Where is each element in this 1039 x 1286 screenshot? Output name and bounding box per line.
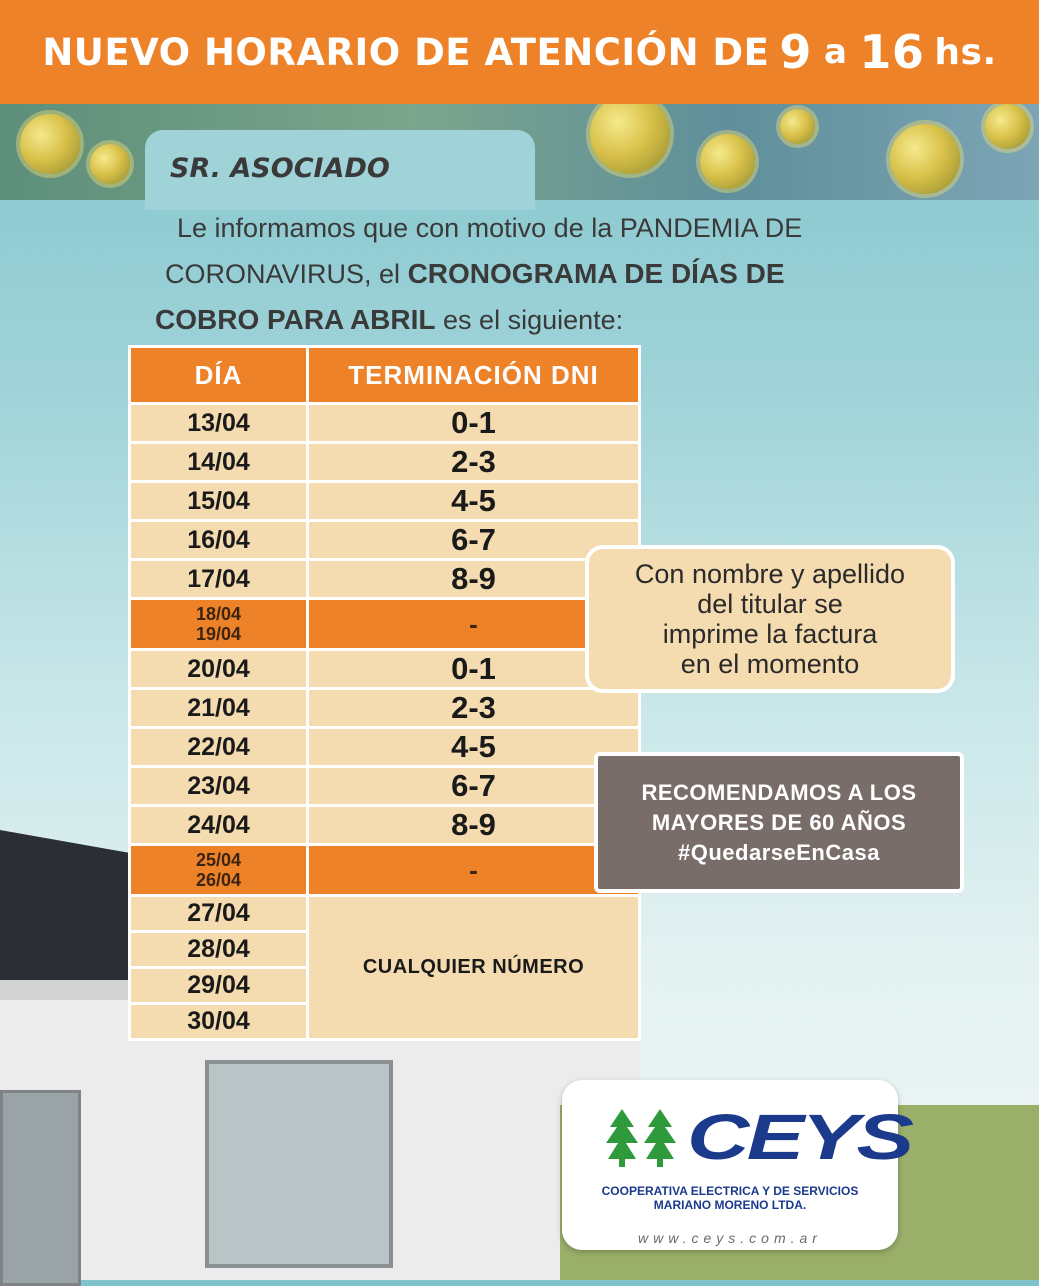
day-cell: 24/04	[130, 806, 308, 845]
dni-cell: 8-9	[308, 806, 640, 845]
table-row	[130, 728, 640, 767]
day-cell: 13/04	[130, 404, 308, 443]
day-cell: 28/04	[130, 932, 308, 968]
day-cell: 16/04	[130, 521, 308, 560]
day-cell: 15/04	[130, 482, 308, 521]
weekend-dni-cell: -	[308, 599, 640, 650]
day-cell: 29/04	[130, 968, 308, 1004]
table-row	[130, 650, 640, 689]
day-cell: 21/04	[130, 689, 308, 728]
dni-cell: 2-3	[308, 443, 640, 482]
day-cell: 14/04	[130, 443, 308, 482]
intro-line-2-regular: CORONAVIRUS, el	[165, 259, 401, 289]
weekend-row	[130, 599, 640, 650]
dni-cell: 0-1	[308, 650, 640, 689]
day-cell: 23/04	[130, 767, 308, 806]
table-row	[130, 689, 640, 728]
ceys-website: www.ceys.com.ar	[638, 1230, 822, 1246]
virus-icon	[20, 114, 80, 174]
ceys-name-line-1: COOPERATIVA ELECTRICA Y DE SERVICIOS	[601, 1184, 859, 1198]
ceys-brand-text: CEYS	[687, 1101, 912, 1173]
intro-line-2-bold: CRONOGRAMA DE DÍAS DE	[407, 258, 785, 289]
table-header-row	[130, 347, 640, 404]
stay-home-line-2: MAYORES DE 60 AÑOS	[651, 809, 907, 835]
day-cell: 20/04	[130, 650, 308, 689]
banner-prefix: NUEVO HORARIO DE ATENCIÓN DE	[42, 30, 770, 74]
top-banner	[0, 0, 1039, 104]
col-header-dni: TERMINACIÓN DNI	[308, 347, 640, 404]
any-number-cell: CUALQUIER NÚMERO	[308, 896, 640, 1040]
table-row	[130, 521, 640, 560]
print-note-line-4: en el momento	[680, 649, 860, 679]
intro-line-3-bold: COBRO PARA ABRIL	[155, 304, 436, 335]
dni-cell: 6-7	[308, 521, 640, 560]
virus-icon	[890, 124, 960, 194]
print-note-line-2: del titular se	[697, 589, 843, 619]
day-cell: 30/04	[130, 1004, 308, 1040]
weekend-row	[130, 845, 640, 896]
day-cell: 22/04	[130, 728, 308, 767]
table-row	[130, 482, 640, 521]
dni-cell: 4-5	[308, 482, 640, 521]
virus-icon	[700, 134, 755, 189]
building-window	[205, 1060, 393, 1268]
col-header-day: DÍA	[130, 347, 308, 404]
banner-connector: a	[823, 32, 848, 72]
intro-line-2	[155, 251, 915, 297]
intro-line-3	[155, 297, 915, 343]
weekend-day-a: 18/04	[195, 604, 242, 624]
table-row	[130, 404, 640, 443]
table-row	[130, 767, 640, 806]
intro-text	[155, 205, 915, 343]
dni-cell: 6-7	[308, 767, 640, 806]
banner-start-hour: 9	[779, 25, 812, 79]
intro-line-1: Le informamos que con motivo de la PANDEMIA DE	[177, 213, 803, 243]
dni-cell: 0-1	[308, 404, 640, 443]
schedule-table	[128, 345, 641, 1041]
day-cell: 27/04	[130, 896, 308, 932]
dni-cell: 2-3	[308, 689, 640, 728]
trees-logo-icon	[604, 1107, 680, 1167]
weekend-day-cell	[130, 599, 308, 650]
ceys-full-name	[562, 1184, 898, 1212]
virus-icon	[780, 109, 815, 144]
weekend-day-b: 19/04	[195, 624, 242, 644]
weekend-day-cell	[130, 845, 308, 896]
virus-icon	[985, 104, 1030, 149]
virus-icon	[90, 144, 130, 184]
weekend-day-a: 25/04	[195, 850, 242, 870]
ceys-logo-card	[562, 1080, 912, 1250]
table-row	[130, 443, 640, 482]
print-invoice-note	[585, 545, 955, 693]
dni-cell: 8-9	[308, 560, 640, 599]
print-note-line-1: Con nombre y apellido	[634, 559, 906, 589]
virus-icon	[590, 104, 670, 174]
table-row	[130, 560, 640, 599]
stay-home-line-1: RECOMENDAMOS A LOS	[641, 779, 917, 805]
day-cell: 17/04	[130, 560, 308, 599]
header-tab-label: SR. ASOCIADO	[170, 153, 390, 184]
table-row	[130, 896, 640, 932]
print-note-line-3: imprime la factura	[662, 619, 878, 649]
banner-suffix: hs.	[934, 31, 997, 73]
stay-home-hashtag: #QuedarseEnCasa	[678, 839, 880, 865]
table-row	[130, 806, 640, 845]
building-door	[0, 1090, 81, 1286]
dni-cell: 4-5	[308, 728, 640, 767]
intro-line-3-regular: es el siguiente:	[443, 305, 624, 335]
stay-home-note	[594, 752, 964, 893]
ceys-name-line-2: MARIANO MORENO LTDA.	[653, 1198, 807, 1212]
weekend-dni-cell: -	[308, 845, 640, 896]
weekend-day-b: 26/04	[195, 870, 242, 890]
banner-end-hour: 16	[859, 25, 925, 79]
